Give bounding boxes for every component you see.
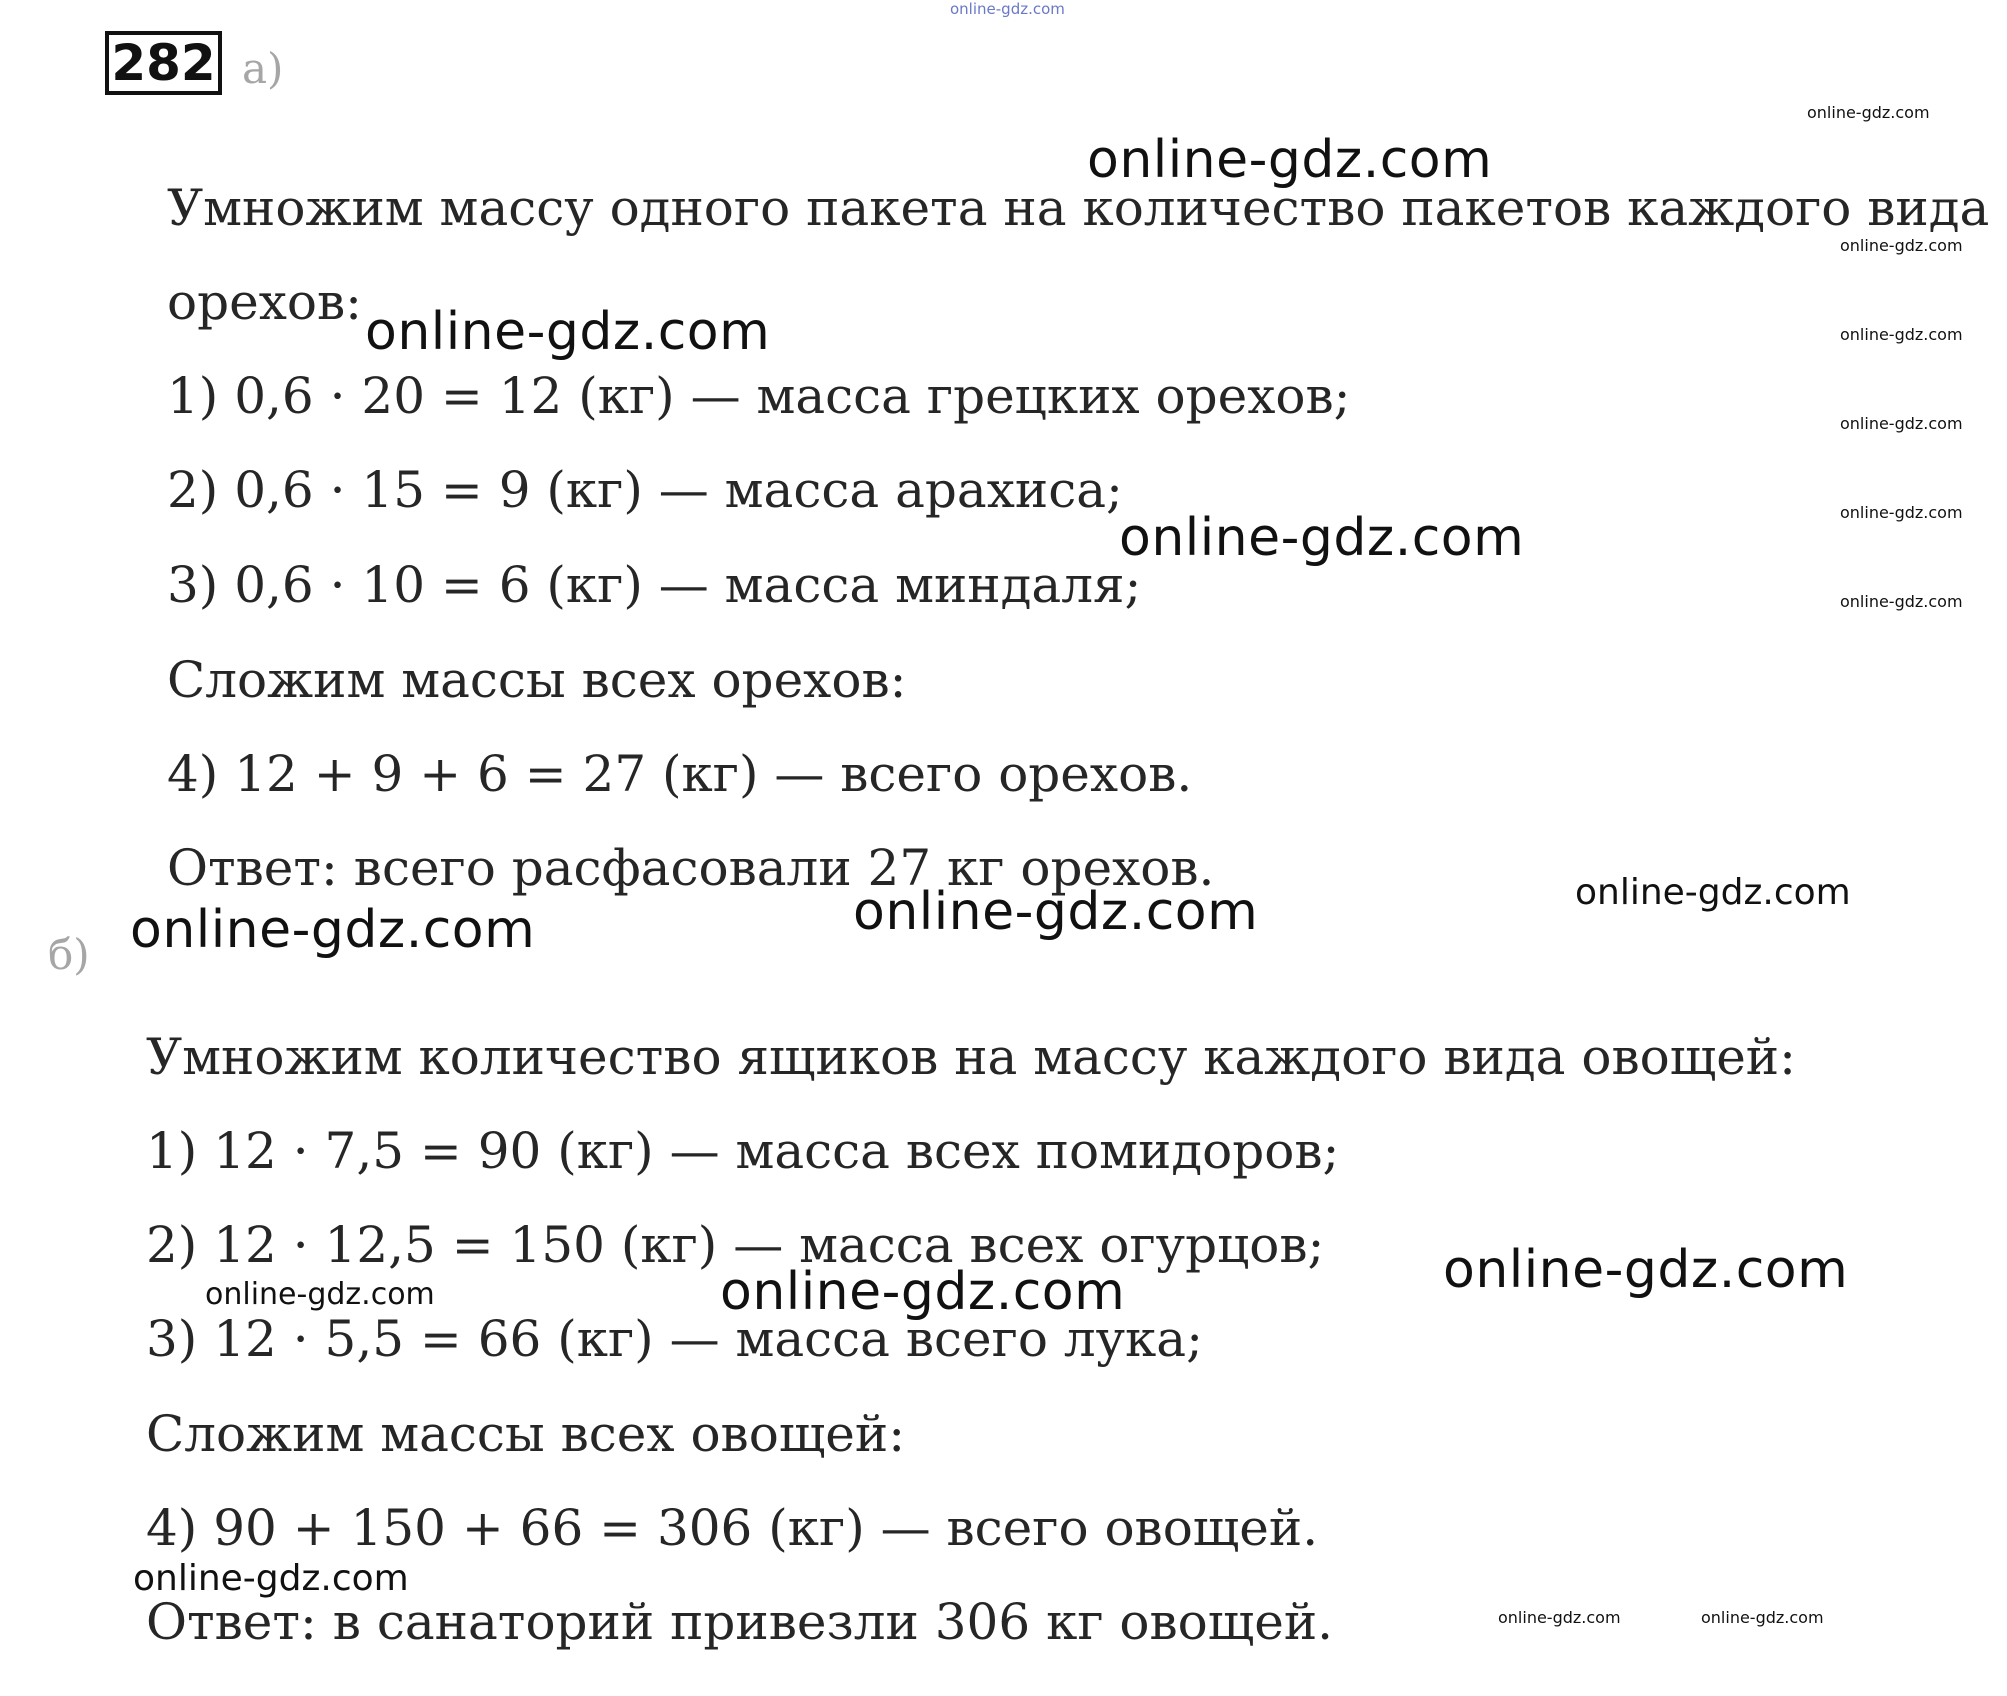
part-b-sum-intro: Сложим массы всех овощей: [146, 1405, 906, 1463]
watermark: online-gdz.com [853, 882, 1259, 942]
watermark: online-gdz.com [1840, 503, 1963, 522]
part-a-step-1: 1) 0,6 · 20 = 12 (кг) — масса грецких орехов; [167, 367, 1351, 425]
watermark: online-gdz.com [365, 302, 771, 362]
watermark: online-gdz.com [1840, 592, 1963, 611]
part-a-step-3: 3) 0,6 · 10 = 6 (кг) — масса миндаля; [167, 556, 1142, 614]
watermark: online-gdz.com [1840, 236, 1963, 255]
watermark: online-gdz.com [133, 1558, 409, 1599]
part-b-step-2: 2) 12 · 12,5 = 150 (кг) — масса всех огурцов; [146, 1216, 1325, 1274]
watermark: online-gdz.com [720, 1262, 1126, 1322]
part-b-step-3: 3) 12 · 5,5 = 66 (кг) — масса всего лука; [146, 1310, 1203, 1368]
part-b-label: б) [48, 930, 90, 979]
watermark: online-gdz.com [1575, 872, 1851, 913]
part-a-label: а) [242, 44, 284, 93]
watermark: online-gdz.com [1498, 1608, 1621, 1627]
part-a-sum-intro: Сложим массы всех орехов: [167, 651, 907, 709]
part-b-answer: Ответ: в санаторий привезли 306 кг овощей. [146, 1593, 1334, 1651]
watermark: online-gdz.com [205, 1277, 435, 1312]
problem-number: 282 [105, 31, 222, 95]
part-b-step-4: 4) 90 + 150 + 66 = 306 (кг) — всего овощей. [146, 1499, 1319, 1557]
part-a-line-2: орехов: [167, 273, 362, 331]
watermark: online-gdz.com [1807, 103, 1930, 122]
watermark: online-gdz.com [1701, 1608, 1824, 1627]
part-a-answer: Ответ: всего расфасовали 27 кг орехов. [167, 839, 1215, 897]
part-a-step-2: 2) 0,6 · 15 = 9 (кг) — масса арахиса; [167, 461, 1123, 519]
watermark-top: online-gdz.com [950, 0, 1065, 18]
part-a-line-1: Умножим массу одного пакета на количество пакетов каждого вида [167, 179, 1990, 237]
watermark: online-gdz.com [1840, 325, 1963, 344]
watermark: online-gdz.com [1443, 1240, 1849, 1300]
part-b-line-1: Умножим количество ящиков на массу каждого вида овощей: [146, 1028, 1796, 1086]
part-b-step-1: 1) 12 · 7,5 = 90 (кг) — масса всех помидоров; [146, 1122, 1340, 1180]
watermark: online-gdz.com [1840, 414, 1963, 433]
watermark: online-gdz.com [130, 900, 536, 960]
watermark: online-gdz.com [1087, 130, 1493, 190]
part-a-step-4: 4) 12 + 9 + 6 = 27 (кг) — всего орехов. [167, 745, 1193, 803]
watermark: online-gdz.com [1119, 508, 1525, 568]
